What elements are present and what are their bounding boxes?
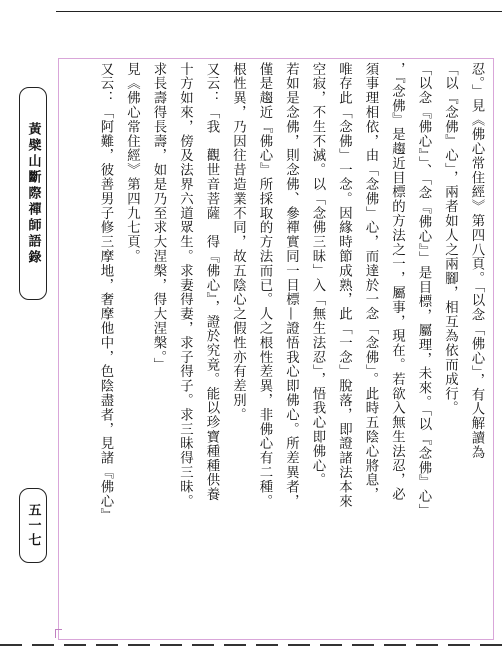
text-line: 十方如來，傍及法界六道眾生。求妻得妻，求子得子。求三昧得三昧。 bbox=[177, 62, 193, 509]
text-line: 根性異，乃因往昔造業不同，故五陰心之假性亦有差別。 bbox=[230, 62, 246, 422]
text-line: 唯存此「念佛」一念。因緣時節成熟，此「一念」脫落，即證諸法本來 bbox=[336, 62, 352, 509]
text-line: 空寂，不生不滅。以「念佛三昧」入「無生法忍」，悟我心即佛心。 bbox=[310, 62, 325, 488]
body-text bbox=[65, 62, 489, 637]
text-line: 又云：「阿難，彼善男子修三摩地，奢摩他中，色陰盡者，見諸『佛心』 bbox=[98, 62, 113, 523]
text-line: 僅是趨近『佛心』所採取的方法而已。人之根性差異，非佛心有二種。 bbox=[257, 62, 272, 509]
header-rule bbox=[56, 11, 502, 12]
text-line: ，『念佛』是趨近目標的方法之一，屬事，現在。若欲入無生法忍，必 bbox=[389, 62, 405, 502]
book-title-box bbox=[19, 87, 47, 300]
text-line: 見《佛心常住經》第四九七頁。 bbox=[124, 62, 140, 264]
page-number-box bbox=[19, 488, 47, 563]
page-number: 五一七 bbox=[25, 503, 41, 548]
frame-corner-mark bbox=[55, 629, 62, 638]
book-title: 黃檗山斷際禪師語錄 bbox=[25, 121, 41, 266]
text-line: 求長壽得長壽，如是乃至求大涅槃，得大涅槃。」 bbox=[151, 62, 166, 373]
text-line: 「以念『佛心』」、「念『佛心』」是目標，屬理，未來。「以『念佛』心」 bbox=[416, 62, 431, 519]
text-line: 「以『念佛』心」，兩者如人之兩腳，相互為依而成行。 bbox=[442, 62, 458, 416]
text-line: 又云：「我 觀世音菩薩 得『佛心』，證於究竟。能以珍寶種種供養 bbox=[204, 62, 219, 502]
text-line: 須事理相依，由「念佛」心，而達於一念「念佛」。此時五陰心將息， bbox=[363, 62, 378, 502]
footer-dashed-rule bbox=[0, 644, 502, 646]
text-line: 若如是念佛，則念佛、參禪實同一目標—證悟我心即佛心。所差異者， bbox=[283, 62, 299, 509]
text-line: 忍。」見《佛心常住經》第四八頁。「以念「佛心」，有人解讀為 bbox=[469, 62, 484, 460]
